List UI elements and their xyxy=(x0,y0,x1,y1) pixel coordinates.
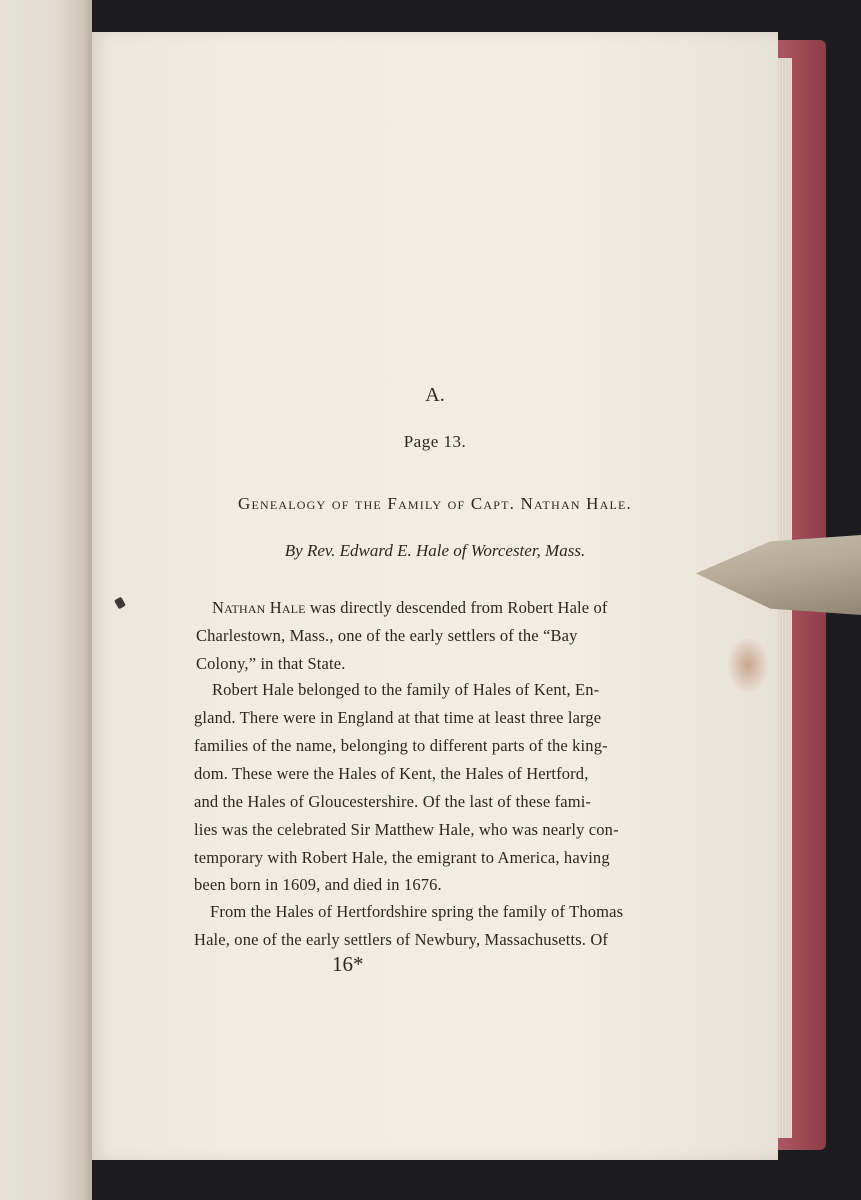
name-small-caps: Nathan Hale xyxy=(212,598,306,617)
page-reference: Page 13. xyxy=(403,432,467,451)
byline: By Rev. Edward E. Hale of Worcester, Mass. xyxy=(284,541,586,560)
paragraph-2-line-2: gland. There were in England at that time at least three large xyxy=(194,708,602,727)
foxing-stain xyxy=(728,638,768,692)
section-letter: A. xyxy=(425,384,445,406)
paragraph-1-line-2: Charlestown, Mass., one of the early settlers of the “Bay xyxy=(196,626,578,645)
right-page xyxy=(92,32,778,1160)
signature-mark: 16* xyxy=(332,952,364,976)
paragraph-1-line-3: Colony,” in that State. xyxy=(196,654,346,673)
paragraph-1-line-1 xyxy=(212,598,608,618)
paragraph-2-line-1: Robert Hale belonged to the family of Hales of Kent, En- xyxy=(212,680,600,699)
line-text: was directly descended from Robert Hale of xyxy=(305,598,608,617)
paragraph-3-line-1: From the Hales of Hertfordshire spring the family of Thomas xyxy=(210,902,624,921)
paragraph-2-line-6: lies was the celebrated Sir Matthew Hale, who was nearly con- xyxy=(194,820,619,839)
paragraph-2-line-8: been born in 1609, and died in 1676. xyxy=(194,875,442,894)
paragraph-2-line-7: temporary with Robert Hale, the emigrant to America, having xyxy=(194,848,610,867)
paragraph-3-line-2: Hale, one of the early settlers of Newbury, Massachusetts. Of xyxy=(194,930,609,949)
left-page xyxy=(0,0,92,1200)
section-title: Genealogy of the Family of Capt. Nathan Hale. xyxy=(238,494,632,513)
paragraph-2-line-5: and the Hales of Gloucestershire. Of the last of these fami- xyxy=(194,792,592,811)
paragraph-2-line-4: dom. These were the Hales of Kent, the Hales of Hertford, xyxy=(194,764,589,783)
paragraph-2-line-3: families of the name, belonging to different parts of the king- xyxy=(194,736,608,755)
